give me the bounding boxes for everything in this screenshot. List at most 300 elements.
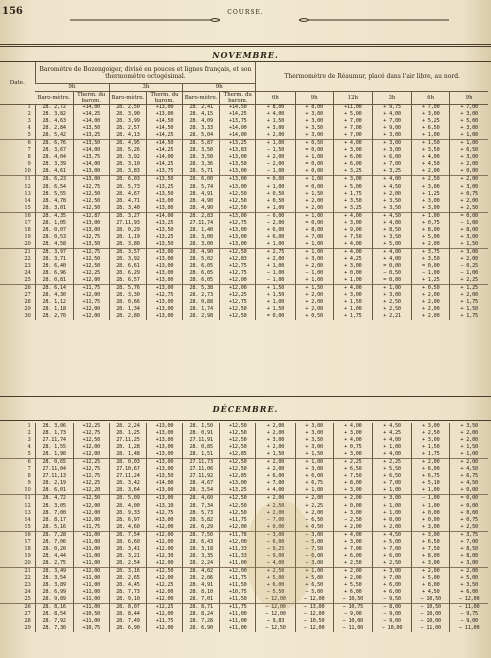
value-cell: +13,00 (147, 104, 183, 111)
december-table (0, 423, 488, 632)
value-cell: = 0,00 (295, 147, 333, 154)
value-cell: + 3,00 (333, 292, 372, 299)
value-cell: + 4,00 (333, 241, 372, 249)
table-row (0, 140, 488, 148)
value-cell: + 2,00 (295, 292, 333, 299)
value-cell: + 3,00 (412, 437, 450, 444)
value-cell: +12,00 (147, 546, 183, 553)
value-cell: +14,00 (73, 161, 109, 168)
value-cell: 28. 3,90 (109, 111, 146, 118)
table-row (0, 531, 488, 539)
value-cell: + 2,25 (450, 277, 488, 285)
value-cell: +14,00 (147, 480, 183, 487)
value-cell: + 2,50 (372, 560, 411, 568)
value-cell: + 8,00 (295, 104, 333, 111)
value-cell: +13,00 (147, 459, 183, 467)
value-cell: + 3,75 (412, 248, 450, 256)
value-cell: + 3,00 (333, 487, 372, 495)
value-cell: + 1,50 (450, 241, 488, 249)
value-cell: 28. 6,90 (183, 625, 220, 632)
value-cell: + 6,00 (372, 582, 411, 589)
value-cell: + 1,50 (295, 285, 333, 293)
value-cell: +12,00 (220, 524, 256, 532)
value-cell: + 2,50 (412, 430, 450, 437)
value-cell: + 3,00 (450, 125, 488, 132)
value-cell: + 4,00 (256, 487, 295, 495)
value-cell: 28. 1,05 (35, 220, 73, 227)
value-cell: + 7,00 (295, 234, 333, 241)
value-cell: + 0,00 (450, 510, 488, 517)
value-cell: +12,25 (73, 423, 109, 430)
top-rule (0, 44, 491, 47)
value-cell: +12,75 (147, 292, 183, 299)
value-cell: +12,00 (220, 285, 256, 293)
value-cell: + 0,00 (333, 270, 372, 277)
value-cell: + 3,00 (333, 451, 372, 459)
value-cell: − 1,00 (412, 270, 450, 277)
value-cell: + 3,50 (412, 256, 450, 263)
value-cell: +13,75 (147, 168, 183, 176)
value-cell: +12,50 (220, 430, 256, 437)
value-cell: + 8,00 (412, 553, 450, 560)
date-cell: 7 (27, 466, 31, 473)
value-cell: + 1,50 (295, 191, 333, 198)
value-cell: + 3,00 (333, 263, 372, 270)
value-cell: +12,50 (220, 466, 256, 473)
value-cell: 28. 0,07 (35, 227, 73, 234)
date-cell: 26 (0, 604, 35, 612)
value-cell: 28. 6,76 (35, 140, 73, 148)
value-cell: + 1,00 (372, 487, 411, 495)
value-cell: + 5,00 (372, 539, 411, 546)
date-cell: 23 (24, 582, 31, 589)
value-cell: − 3,00 (295, 560, 333, 568)
value-cell: +12,00 (147, 596, 183, 604)
value-cell: +14,50 (147, 118, 183, 125)
table-row (0, 466, 488, 473)
table-row (0, 524, 488, 532)
date-cell: 12 (24, 183, 31, 190)
value-cell: + 0,00 (256, 524, 295, 532)
table-row (0, 154, 488, 161)
value-cell: +14,25 (73, 111, 109, 118)
running-head: COURSE. (227, 9, 264, 16)
value-cell: + 8,00 (412, 582, 450, 589)
date-cell: 24 (24, 589, 31, 596)
value-cell: +13,00 (73, 220, 109, 227)
value-cell: + 2,00 (295, 205, 333, 213)
value-cell: + 2,50 (256, 503, 295, 510)
value-cell: + 3,00 (450, 154, 488, 161)
value-cell: +12,20 (73, 487, 109, 495)
value-cell: 28. 2,24 (183, 560, 220, 568)
value-cell: 28. 4,35 (35, 212, 73, 220)
page-number: 156 (2, 6, 23, 17)
value-cell: 28. 6,23 (35, 176, 73, 184)
value-cell: +13,00 (147, 198, 183, 205)
value-cell: +12,00 (73, 517, 109, 524)
value-cell: + 4,00 (372, 451, 411, 459)
value-cell: + 0,00 (412, 510, 450, 517)
value-cell: +10,75 (73, 625, 109, 632)
value-cell: + 6,50 (412, 125, 450, 132)
value-cell: 28. 7,34 (183, 503, 220, 510)
value-cell: + 5,50 (372, 466, 411, 473)
value-cell: +13,00 (147, 466, 183, 473)
hour-header: 3h (372, 92, 411, 105)
hour-header: 9h (450, 92, 488, 105)
value-cell: 28. 4,91 (183, 582, 220, 589)
value-cell: + 2,00 (256, 444, 295, 451)
value-cell: + 3,00 (450, 234, 488, 241)
value-cell: +12,25 (147, 582, 183, 589)
value-cell: + 5,25 (412, 118, 450, 125)
value-cell: + 1,00 (295, 487, 333, 495)
value-cell: + 2,00 (372, 191, 411, 198)
value-cell: +12,75 (147, 510, 183, 517)
value-cell: +12,00 (73, 510, 109, 517)
date-cell: 19 (24, 552, 31, 559)
value-cell: 28. 4,00 (109, 503, 146, 510)
value-cell: +13,83 (220, 147, 256, 154)
date-cell: 3 (27, 118, 31, 125)
value-cell: +13,00 (147, 517, 183, 524)
value-cell: = 0,00 (256, 176, 295, 184)
value-cell: − 1,00 (412, 495, 450, 503)
table-row (0, 582, 488, 589)
value-cell: + 6,00 (333, 589, 372, 596)
value-cell: + 2,00 (412, 459, 450, 467)
value-cell: +13,00 (147, 270, 183, 277)
value-cell: 28. 5,04 (183, 132, 220, 140)
value-cell: 28. 3,54 (183, 487, 220, 495)
value-cell: + 0,75 (450, 517, 488, 524)
value-cell: + 1,00 (450, 132, 488, 140)
value-cell: +11,75 (73, 299, 109, 306)
value-cell: + 2,00 (450, 292, 488, 299)
value-cell: + 3,50 (372, 234, 411, 241)
table-row (0, 234, 488, 241)
value-cell: 28. 5,09 (109, 495, 146, 503)
value-cell: + 1,75 (333, 313, 372, 320)
value-cell: + 0,00 (450, 487, 488, 495)
value-cell: + 7,00 (256, 480, 295, 487)
value-cell: 28. 9,89 (35, 596, 73, 604)
value-cell: − 12,00 (295, 625, 333, 632)
value-cell: + 7,50 (333, 473, 372, 480)
value-cell: + 2,00 (372, 524, 411, 532)
value-cell: 28. 3,18 (183, 546, 220, 553)
date-cell: 23 (24, 263, 31, 270)
value-cell: + 8,00 (450, 227, 488, 234)
value-cell: +13,00 (220, 176, 256, 184)
value-cell: + 3,50 (295, 437, 333, 444)
value-cell: + 1,00 (256, 299, 295, 306)
value-cell: + 6,00 (333, 154, 372, 161)
value-cell: +11,75 (147, 618, 183, 625)
value-cell: + 2,00 (256, 430, 295, 437)
value-cell: +13,00 (147, 285, 183, 293)
value-cell: 28. 2,75 (35, 560, 73, 568)
value-cell: 28. 3,00 (183, 234, 220, 241)
value-cell: 28. 9,33 (109, 510, 146, 517)
value-cell: +12,50 (73, 198, 109, 205)
value-cell: +11,00 (73, 582, 109, 589)
value-cell: 28. 7,06 (35, 539, 73, 546)
value-cell: +13,50 (147, 241, 183, 249)
value-cell: + 3,00 (372, 567, 411, 575)
value-cell: 28. 0,66 (109, 299, 146, 306)
value-cell: − 10,00 (412, 618, 450, 625)
value-cell: 28. 6,43 (183, 539, 220, 546)
table-row (0, 132, 488, 140)
value-cell: + 4,00 (412, 154, 450, 161)
value-cell: +14,25 (147, 147, 183, 154)
value-cell: 28. 5,55 (35, 191, 73, 198)
value-cell: = 0,00 (372, 263, 411, 270)
baro-group-2: 3h (109, 84, 182, 92)
value-cell: 28. 3,16 (109, 567, 146, 575)
value-cell: + 2,50 (333, 560, 372, 568)
value-cell: + 3,00 (333, 539, 372, 546)
value-cell: 28. 1,74 (183, 306, 220, 313)
table-row (0, 198, 488, 205)
table-row (0, 480, 488, 487)
baro-group-1: 9h (35, 84, 109, 92)
table-row (0, 263, 488, 270)
value-cell: 28. 4,90 (183, 205, 220, 213)
value-cell: + 4,50 (372, 531, 411, 539)
value-cell: +13,00 (147, 313, 183, 320)
value-cell: + 2,25 (333, 459, 372, 467)
value-cell: 28. 4,04 (35, 154, 73, 161)
value-cell: +13,50 (73, 241, 109, 249)
value-cell: 28. 9,10 (109, 596, 146, 604)
value-cell: + 0,75 (412, 220, 450, 227)
value-cell: 28. 3,21 (109, 553, 146, 560)
value-cell: − 6,00 (256, 539, 295, 546)
value-cell: − 1,00 (295, 270, 333, 277)
value-cell: + 3,00 (450, 184, 488, 191)
value-cell: 28. 7,73 (109, 589, 146, 596)
value-cell: + 3,00 (372, 132, 411, 140)
value-cell: − 13,00 (295, 604, 333, 612)
date-cell: 8 (27, 154, 31, 161)
value-cell: +13,75 (73, 154, 109, 161)
table-row (0, 510, 488, 517)
value-cell: + 4,50 (450, 480, 488, 487)
value-cell: + 3,00 (372, 147, 411, 154)
value-cell: +13,00 (147, 277, 183, 285)
table-row (0, 220, 488, 227)
baro-sub: Baro-mètre. (183, 92, 220, 105)
value-cell: +11,00 (73, 539, 109, 546)
value-cell: +13,00 (220, 184, 256, 191)
date-cell: 9 (27, 480, 31, 487)
value-cell: 28. 8,54 (35, 611, 73, 618)
value-cell: + 1,00 (256, 140, 295, 148)
value-cell: +13,00 (220, 241, 256, 249)
section-title-november: NOVEMBRE. (212, 50, 279, 60)
date-cell: 13 (24, 190, 31, 197)
value-cell: +12,75 (73, 430, 109, 437)
value-cell: + 3,00 (333, 147, 372, 154)
table-row (0, 473, 488, 480)
date-cell: 1 (27, 423, 31, 429)
value-cell: − 10,50 (295, 618, 333, 625)
value-cell: + 3,00 (333, 220, 372, 227)
value-cell: + 3,00 (295, 256, 333, 263)
date-cell: 28 (24, 618, 31, 625)
value-cell: + 1,00 (372, 503, 411, 510)
value-cell: 28. 4,63 (35, 118, 73, 125)
value-cell: 28. 3,27 (109, 212, 146, 220)
value-cell: + 2,00 (412, 306, 450, 313)
value-cell: = 0,00 (295, 184, 333, 191)
value-cell: + 5,00 (333, 184, 372, 191)
value-cell: − 6,00 (295, 553, 333, 560)
table-row (0, 567, 488, 575)
value-cell: +13,00 (147, 248, 183, 256)
value-cell: − 11,00 (450, 625, 488, 632)
value-cell: 28. 0,88 (183, 299, 220, 306)
value-cell: +12,00 (147, 589, 183, 596)
value-cell: +12,00 (220, 567, 256, 575)
value-cell: + 6,00 (372, 154, 411, 161)
date-cell: 16 (0, 531, 35, 539)
value-cell: 28. 7,01 (183, 596, 220, 604)
value-cell: 28. 6,05 (183, 263, 220, 270)
value-cell: +12,50 (220, 306, 256, 313)
value-cell: +13,25 (147, 234, 183, 241)
table-row (0, 604, 488, 612)
value-cell: 28. 3,89 (35, 582, 73, 589)
date-cell: 7 (27, 147, 31, 154)
value-cell: +12,50 (220, 495, 256, 503)
value-cell: +11,50 (220, 596, 256, 604)
value-cell: + 6,00 (372, 589, 411, 596)
value-cell: − 10,75 (333, 604, 372, 612)
value-cell: +12,87 (73, 212, 109, 220)
table-row (0, 495, 488, 503)
value-cell: +12,50 (147, 567, 183, 575)
table-row (0, 285, 488, 293)
value-cell: + 2,00 (295, 306, 333, 313)
value-cell: 28. 0,03 (109, 459, 146, 467)
value-cell: +14,00 (147, 212, 183, 220)
value-cell: − 11,00 (450, 604, 488, 612)
value-cell: + 3,00 (412, 560, 450, 568)
value-cell: 27.11,92 (183, 473, 220, 480)
value-cell: +14,00 (147, 154, 183, 161)
value-cell: − 1,00 (256, 270, 295, 277)
value-cell: 28. 3,50 (183, 154, 220, 161)
value-cell: 28. 3,83 (109, 168, 146, 176)
value-cell: +11,33 (220, 553, 256, 560)
value-cell: − 6,50 (295, 517, 333, 524)
value-cell: 28. 7,50 (183, 531, 220, 539)
table-row (0, 125, 488, 132)
table-row (0, 111, 488, 118)
value-cell: +13,00 (220, 154, 256, 161)
value-cell: +12,00 (73, 292, 109, 299)
value-cell: + 3,00 (295, 430, 333, 437)
value-cell: + 2,50 (256, 567, 295, 575)
date-cell: 24 (24, 270, 31, 277)
value-cell: +11,00 (220, 611, 256, 618)
value-cell: 28. 3,50 (183, 147, 220, 154)
value-cell: 28. 6,01 (35, 487, 73, 495)
value-cell: − 1,00 (450, 270, 488, 277)
barometer-title: Baromètre de Bozengoiger, divisé en pouces et lignes français, et son thermomètre octogésimal. (35, 62, 256, 84)
value-cell: + 4,00 (372, 437, 411, 444)
value-cell: + 2,00 (450, 256, 488, 263)
value-cell: + 1,00 (256, 263, 295, 270)
value-cell: +12,50 (73, 263, 109, 270)
value-cell: 28. 3,64 (109, 487, 146, 495)
value-cell: 28. 3,92 (109, 256, 146, 263)
value-cell: +12,00 (147, 531, 183, 539)
value-cell: + 2,00 (450, 459, 488, 467)
value-cell: + 0,00 (295, 168, 333, 176)
date-cell: 22 (24, 574, 31, 581)
baro-sub: Baro-mètre. (35, 92, 73, 105)
value-cell: + 2,00 (256, 495, 295, 503)
value-cell: 28. 2,57 (109, 125, 146, 132)
date-cell: 29 (24, 625, 31, 632)
date-cell: 5 (27, 132, 31, 139)
value-cell: 28. 4,90 (183, 198, 220, 205)
value-cell: 28. 4,09 (183, 118, 220, 125)
value-cell: +13,50 (147, 176, 183, 184)
value-cell: + 4,00 (372, 220, 411, 227)
value-cell: 28. 8,10 (183, 589, 220, 596)
value-cell: 28. 0,65 (35, 459, 73, 467)
value-cell: 28. 4,45 (109, 582, 146, 589)
value-cell: 28. 5,73 (183, 510, 220, 517)
table-row (0, 423, 488, 430)
value-cell: +11,00 (220, 625, 256, 632)
value-cell: +12,75 (220, 263, 256, 270)
value-cell: + 2,00 (295, 510, 333, 517)
value-cell: − 10,50 (333, 596, 372, 604)
value-cell: + 1,25 (450, 285, 488, 293)
value-cell: + 8,00 (256, 104, 295, 111)
value-cell: + 2,00 (412, 241, 450, 249)
value-cell: +13,00 (220, 234, 256, 241)
value-cell: 28. 2,06 (183, 575, 220, 582)
value-cell: + 2,00 (256, 423, 295, 430)
value-cell: +12,25 (73, 480, 109, 487)
value-cell: +12,75 (73, 466, 109, 473)
value-cell: − 12,00 (295, 596, 333, 604)
value-cell: + 6,00 (256, 582, 295, 589)
value-cell: +12,50 (220, 423, 256, 430)
value-cell: 28. 5,71 (183, 168, 220, 176)
value-cell: + 8,50 (372, 227, 411, 234)
value-cell: +12,83 (220, 256, 256, 263)
running-header (0, 0, 491, 26)
value-cell: + 6,75 (412, 473, 450, 480)
value-cell: 27.11,24 (109, 473, 146, 480)
value-cell: + 3,00 (256, 437, 295, 444)
table-row (0, 205, 488, 213)
value-cell: 28. 3,54 (35, 575, 73, 582)
value-cell: +13,00 (220, 480, 256, 487)
value-cell: +11,00 (333, 104, 372, 111)
value-cell: 28. 1,51 (183, 451, 220, 459)
value-cell: + 1,00 (295, 241, 333, 249)
